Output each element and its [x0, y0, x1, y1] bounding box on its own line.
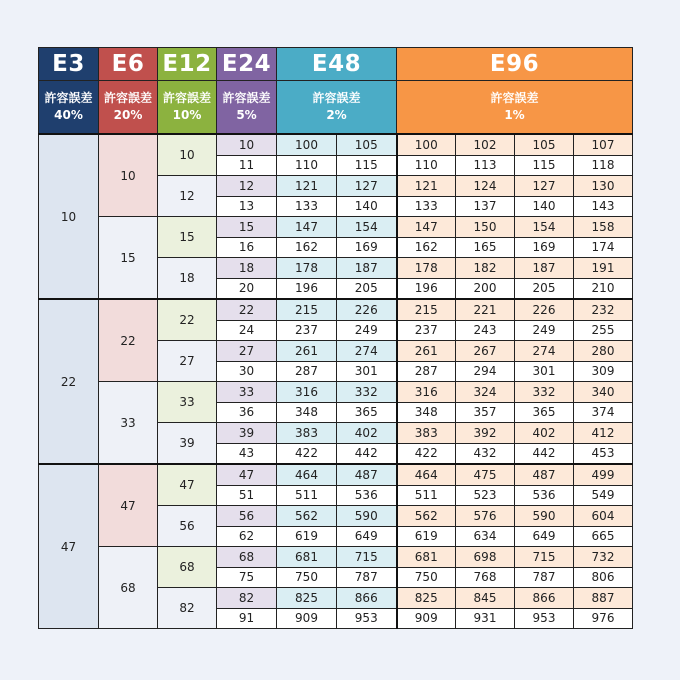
e48-value: 301 [337, 361, 397, 382]
e48-value: 127 [337, 176, 397, 197]
e96-value: 210 [574, 278, 633, 299]
series-header-row [39, 48, 633, 81]
e96-value: 340 [574, 382, 633, 403]
e24-value: 82 [217, 588, 277, 609]
tolerance-cell-e48 [277, 81, 397, 135]
e12-value: 68 [158, 547, 217, 588]
e24-value: 11 [217, 155, 277, 176]
e48-value: 147 [277, 217, 337, 238]
e48-value: 162 [277, 237, 337, 258]
tolerance-label: 許容誤差 [44, 91, 93, 105]
e96-value: 392 [456, 423, 515, 444]
e48-value: 261 [277, 341, 337, 362]
e96-value: 249 [515, 320, 574, 341]
series-name-e48: E48 [277, 48, 397, 81]
e24-value: 18 [217, 258, 277, 279]
e96-value: 121 [397, 176, 456, 197]
e24-value: 30 [217, 361, 277, 382]
e96-value: 191 [574, 258, 633, 279]
e96-value: 261 [397, 341, 456, 362]
e48-value: 590 [337, 506, 397, 527]
e24-value: 91 [217, 608, 277, 629]
e96-value: 110 [397, 155, 456, 176]
e96-value: 100 [397, 134, 456, 155]
e96-value: 255 [574, 320, 633, 341]
e48-value: 909 [277, 608, 337, 629]
e96-value: 102 [456, 134, 515, 155]
tolerance-label: 許容誤差 [162, 91, 211, 105]
e96-value: 147 [397, 217, 456, 238]
e96-value: 422 [397, 443, 456, 464]
e24-value: 62 [217, 526, 277, 547]
table-row [39, 547, 633, 568]
e48-value: 562 [277, 506, 337, 527]
e96-value: 715 [515, 547, 574, 568]
e48-value: 348 [277, 402, 337, 423]
tolerance-cell-e6 [99, 81, 158, 135]
e96-value: 576 [456, 506, 515, 527]
e96-value: 143 [574, 196, 633, 217]
tolerance-label: 許容誤差 [490, 91, 539, 105]
e96-value: 750 [397, 567, 456, 588]
e96-value: 196 [397, 278, 456, 299]
e24-value: 22 [217, 299, 277, 320]
e96-value: 294 [456, 361, 515, 382]
e96-value: 182 [456, 258, 515, 279]
e12-value: 27 [158, 341, 217, 382]
e96-value: 169 [515, 237, 574, 258]
e96-value: 309 [574, 361, 633, 382]
e96-value: 604 [574, 506, 633, 527]
e96-value: 787 [515, 567, 574, 588]
e12-value: 22 [158, 299, 217, 341]
e96-value: 107 [574, 134, 633, 155]
e96-value: 549 [574, 485, 633, 506]
e96-value: 931 [456, 608, 515, 629]
e96-value: 768 [456, 567, 515, 588]
e48-value: 226 [337, 299, 397, 320]
e24-value: 68 [217, 547, 277, 568]
e96-value: 374 [574, 402, 633, 423]
tolerance-row [39, 81, 633, 135]
table-row [39, 299, 633, 320]
e96-value: 140 [515, 196, 574, 217]
e96-value: 130 [574, 176, 633, 197]
e96-value: 453 [574, 443, 633, 464]
e96-value: 267 [456, 341, 515, 362]
e96-value: 154 [515, 217, 574, 238]
e96-value: 243 [456, 320, 515, 341]
e24-value: 10 [217, 134, 277, 155]
e96-value: 187 [515, 258, 574, 279]
e96-value: 178 [397, 258, 456, 279]
table-row [39, 382, 633, 403]
e96-value: 665 [574, 526, 633, 547]
e96-value: 866 [515, 588, 574, 609]
e96-value: 200 [456, 278, 515, 299]
e96-value: 562 [397, 506, 456, 527]
e12-value: 33 [158, 382, 217, 423]
e96-value: 590 [515, 506, 574, 527]
series-name-e6: E6 [99, 48, 158, 81]
e12-value: 56 [158, 506, 217, 547]
e96-value: 226 [515, 299, 574, 320]
e24-value: 16 [217, 237, 277, 258]
tolerance-cell-e3 [39, 81, 99, 135]
e96-value: 511 [397, 485, 456, 506]
e48-value: 133 [277, 196, 337, 217]
e12-value: 18 [158, 258, 217, 300]
e96-value: 316 [397, 382, 456, 403]
e48-value: 619 [277, 526, 337, 547]
tolerance-value: 5% [236, 108, 257, 122]
e96-value: 953 [515, 608, 574, 629]
e96-value: 681 [397, 547, 456, 568]
e6-value: 68 [99, 547, 158, 629]
e48-value: 715 [337, 547, 397, 568]
e12-value: 82 [158, 588, 217, 629]
table-row [39, 134, 633, 155]
e48-value: 100 [277, 134, 337, 155]
e48-value: 110 [277, 155, 337, 176]
e96-value: 105 [515, 134, 574, 155]
e96-value: 412 [574, 423, 633, 444]
e96-value: 280 [574, 341, 633, 362]
e96-value: 845 [456, 588, 515, 609]
e96-value: 174 [574, 237, 633, 258]
e12-value: 12 [158, 176, 217, 217]
e48-value: 402 [337, 423, 397, 444]
e12-value: 47 [158, 464, 217, 506]
tolerance-label: 許容誤差 [103, 91, 152, 105]
e48-value: 750 [277, 567, 337, 588]
e96-value: 732 [574, 547, 633, 568]
e48-value: 274 [337, 341, 397, 362]
e3-value: 10 [39, 134, 99, 299]
e48-value: 287 [277, 361, 337, 382]
e6-value: 47 [99, 464, 158, 547]
e96-value: 115 [515, 155, 574, 176]
e24-value: 75 [217, 567, 277, 588]
e48-value: 169 [337, 237, 397, 258]
e96-value: 432 [456, 443, 515, 464]
e96-value: 118 [574, 155, 633, 176]
e48-value: 154 [337, 217, 397, 238]
series-name-e24: E24 [217, 48, 277, 81]
e96-value: 634 [456, 526, 515, 547]
e6-value: 33 [99, 382, 158, 465]
e96-value: 365 [515, 402, 574, 423]
e96-value: 158 [574, 217, 633, 238]
e24-value: 47 [217, 464, 277, 485]
tolerance-value: 40% [54, 108, 83, 122]
e96-value: 162 [397, 237, 456, 258]
e96-value: 165 [456, 237, 515, 258]
e48-value: 649 [337, 526, 397, 547]
e48-value: 953 [337, 608, 397, 629]
e96-value: 221 [456, 299, 515, 320]
e48-value: 105 [337, 134, 397, 155]
series-name-e3: E3 [39, 48, 99, 81]
e96-value: 402 [515, 423, 574, 444]
e96-value: 150 [456, 217, 515, 238]
e48-value: 178 [277, 258, 337, 279]
e6-value: 15 [99, 217, 158, 300]
e6-value: 10 [99, 134, 158, 217]
e24-value: 36 [217, 402, 277, 423]
e48-value: 464 [277, 464, 337, 485]
e48-value: 825 [277, 588, 337, 609]
e6-value: 22 [99, 299, 158, 382]
e96-value: 274 [515, 341, 574, 362]
series-name-e96: E96 [397, 48, 633, 81]
e96-value: 124 [456, 176, 515, 197]
e24-value: 27 [217, 341, 277, 362]
e96-value: 649 [515, 526, 574, 547]
e96-value: 487 [515, 464, 574, 485]
e96-value: 332 [515, 382, 574, 403]
e48-value: 121 [277, 176, 337, 197]
e48-value: 383 [277, 423, 337, 444]
tolerance-value: 1% [504, 108, 525, 122]
tolerance-cell-e12 [158, 81, 217, 135]
e24-value: 51 [217, 485, 277, 506]
e96-value: 383 [397, 423, 456, 444]
e96-value: 287 [397, 361, 456, 382]
e96-value: 887 [574, 588, 633, 609]
e3-value: 47 [39, 464, 99, 629]
e24-value: 12 [217, 176, 277, 197]
e96-value: 619 [397, 526, 456, 547]
e48-value: 487 [337, 464, 397, 485]
e96-value: 127 [515, 176, 574, 197]
e96-value: 137 [456, 196, 515, 217]
e96-value: 475 [456, 464, 515, 485]
tolerance-value: 20% [113, 108, 143, 122]
e96-value: 348 [397, 402, 456, 423]
tolerance-cell-e96 [397, 81, 633, 135]
e48-value: 511 [277, 485, 337, 506]
e96-value: 464 [397, 464, 456, 485]
e96-value: 205 [515, 278, 574, 299]
e24-value: 39 [217, 423, 277, 444]
table-row [39, 217, 633, 238]
e96-value: 698 [456, 547, 515, 568]
e12-value: 10 [158, 134, 217, 176]
e96-value: 113 [456, 155, 515, 176]
e96-value: 499 [574, 464, 633, 485]
e96-value: 806 [574, 567, 633, 588]
e24-value: 13 [217, 196, 277, 217]
e48-value: 536 [337, 485, 397, 506]
e96-value: 523 [456, 485, 515, 506]
tolerance-value: 10% [172, 108, 202, 122]
e24-value: 15 [217, 217, 277, 238]
e48-value: 215 [277, 299, 337, 320]
e48-value: 787 [337, 567, 397, 588]
e48-value: 332 [337, 382, 397, 403]
e48-value: 422 [277, 443, 337, 464]
e96-value: 357 [456, 402, 515, 423]
e96-value: 536 [515, 485, 574, 506]
e48-value: 205 [337, 278, 397, 299]
e48-value: 115 [337, 155, 397, 176]
e96-value: 133 [397, 196, 456, 217]
e24-value: 33 [217, 382, 277, 403]
e12-value: 15 [158, 217, 217, 258]
e96-value: 442 [515, 443, 574, 464]
e96-value: 301 [515, 361, 574, 382]
e48-value: 237 [277, 320, 337, 341]
e96-value: 215 [397, 299, 456, 320]
e48-value: 187 [337, 258, 397, 279]
e12-value: 39 [158, 423, 217, 465]
tolerance-label: 許容誤差 [312, 91, 361, 105]
e24-value: 20 [217, 278, 277, 299]
e48-value: 681 [277, 547, 337, 568]
e96-value: 324 [456, 382, 515, 403]
e96-value: 825 [397, 588, 456, 609]
table-row [39, 464, 633, 485]
e48-value: 316 [277, 382, 337, 403]
e48-value: 866 [337, 588, 397, 609]
e24-value: 43 [217, 443, 277, 464]
e24-value: 56 [217, 506, 277, 527]
e3-value: 22 [39, 299, 99, 464]
e-series-table [38, 47, 633, 629]
e48-value: 442 [337, 443, 397, 464]
e48-value: 196 [277, 278, 337, 299]
e48-value: 365 [337, 402, 397, 423]
tolerance-label: 許容誤差 [222, 91, 271, 105]
e96-value: 976 [574, 608, 633, 629]
e96-value: 237 [397, 320, 456, 341]
tolerance-value: 2% [326, 108, 347, 122]
e24-value: 24 [217, 320, 277, 341]
e96-value: 909 [397, 608, 456, 629]
e48-value: 140 [337, 196, 397, 217]
tolerance-cell-e24 [217, 81, 277, 135]
e48-value: 249 [337, 320, 397, 341]
series-name-e12: E12 [158, 48, 217, 81]
e96-value: 232 [574, 299, 633, 320]
